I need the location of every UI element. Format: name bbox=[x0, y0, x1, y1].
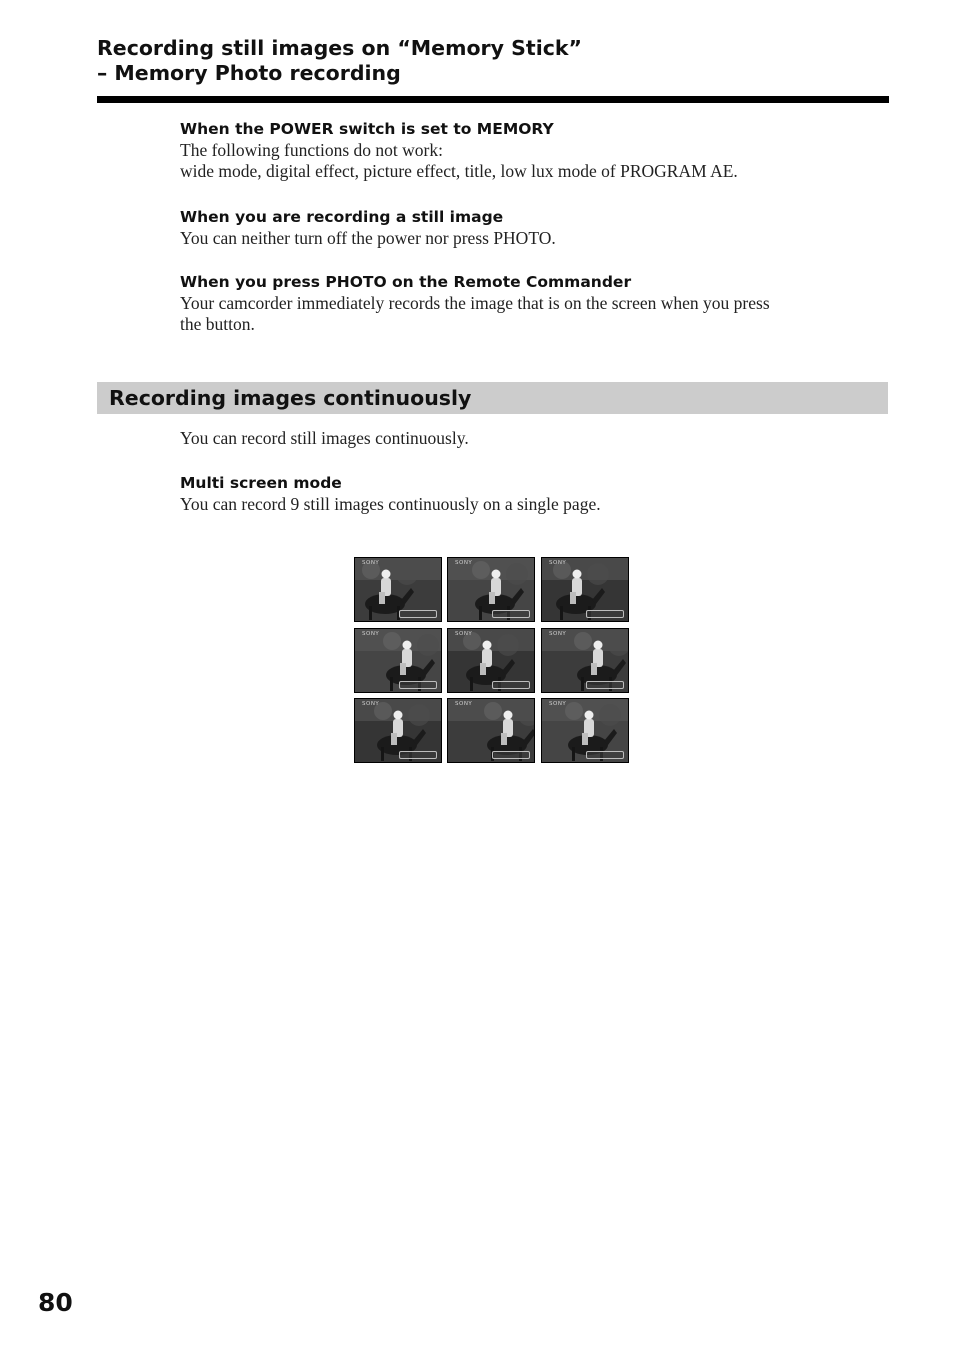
section-intro: You can record still images continuously. bbox=[180, 428, 469, 448]
multi-screen-text: You can record 9 still images continuously on a single page. bbox=[180, 494, 601, 514]
note-heading: When you are recording a still image bbox=[180, 208, 504, 226]
multi-screen-block bbox=[180, 472, 870, 515]
thumbnail-brand-label: SONY bbox=[362, 701, 380, 707]
note-recording-still bbox=[180, 206, 870, 249]
thumbnail-data-code bbox=[586, 751, 624, 759]
note-text: wide mode, digital effect, picture effect, title, low lux mode of PROGRAM AE. bbox=[180, 161, 738, 181]
thumbnail-data-code bbox=[492, 681, 530, 689]
thumbnail-brand-label: SONY bbox=[549, 631, 567, 637]
page-title-line-2: – Memory Photo recording bbox=[97, 61, 401, 85]
thumbnail-brand-label: SONY bbox=[362, 631, 380, 637]
note-text: Your camcorder immediately records the image that is on the screen when you press bbox=[180, 293, 770, 313]
multi-screen-thumbnail bbox=[541, 698, 629, 763]
note-text: You can neither turn off the power nor press PHOTO. bbox=[180, 228, 556, 248]
note-text: The following functions do not work: bbox=[180, 140, 443, 160]
note-text: the button. bbox=[180, 314, 255, 334]
thumbnail-brand-label: SONY bbox=[455, 560, 473, 566]
page-title-line-1: Recording still images on “Memory Stick” bbox=[97, 36, 582, 60]
thumbnail-brand-label: SONY bbox=[549, 560, 567, 566]
thumbnail-brand-label: SONY bbox=[362, 560, 380, 566]
multi-screen-thumbnail bbox=[354, 557, 442, 622]
multi-screen-thumbnail bbox=[354, 628, 442, 693]
thumbnail-data-code bbox=[586, 610, 624, 618]
multi-screen-thumbnail bbox=[447, 698, 535, 763]
thumbnail-brand-label: SONY bbox=[455, 701, 473, 707]
multi-screen-image-grid bbox=[354, 557, 630, 763]
thumbnail-data-code bbox=[492, 751, 530, 759]
thumbnail-data-code bbox=[399, 610, 437, 618]
multi-screen-thumbnail bbox=[447, 557, 535, 622]
note-heading: When you press PHOTO on the Remote Commander bbox=[180, 273, 632, 291]
note-power-memory bbox=[180, 118, 870, 182]
multi-screen-thumbnail bbox=[447, 628, 535, 693]
multi-screen-thumbnail bbox=[541, 557, 629, 622]
multi-screen-thumbnail bbox=[354, 698, 442, 763]
section-intro-block bbox=[180, 428, 870, 449]
page-number: 80 bbox=[38, 1288, 73, 1317]
multi-screen-thumbnail bbox=[541, 628, 629, 693]
section-title: Recording images continuously bbox=[109, 386, 472, 410]
multi-screen-heading: Multi screen mode bbox=[180, 474, 342, 492]
thumbnail-data-code bbox=[586, 681, 624, 689]
thumbnail-data-code bbox=[399, 681, 437, 689]
title-rule bbox=[97, 96, 889, 103]
note-heading: When the POWER switch is set to MEMORY bbox=[180, 120, 554, 138]
thumbnail-brand-label: SONY bbox=[549, 701, 567, 707]
page-title bbox=[97, 36, 582, 86]
note-remote-commander bbox=[180, 271, 870, 335]
thumbnail-brand-label: SONY bbox=[455, 631, 473, 637]
section-header-bar bbox=[97, 382, 888, 414]
thumbnail-data-code bbox=[399, 751, 437, 759]
thumbnail-data-code bbox=[492, 610, 530, 618]
